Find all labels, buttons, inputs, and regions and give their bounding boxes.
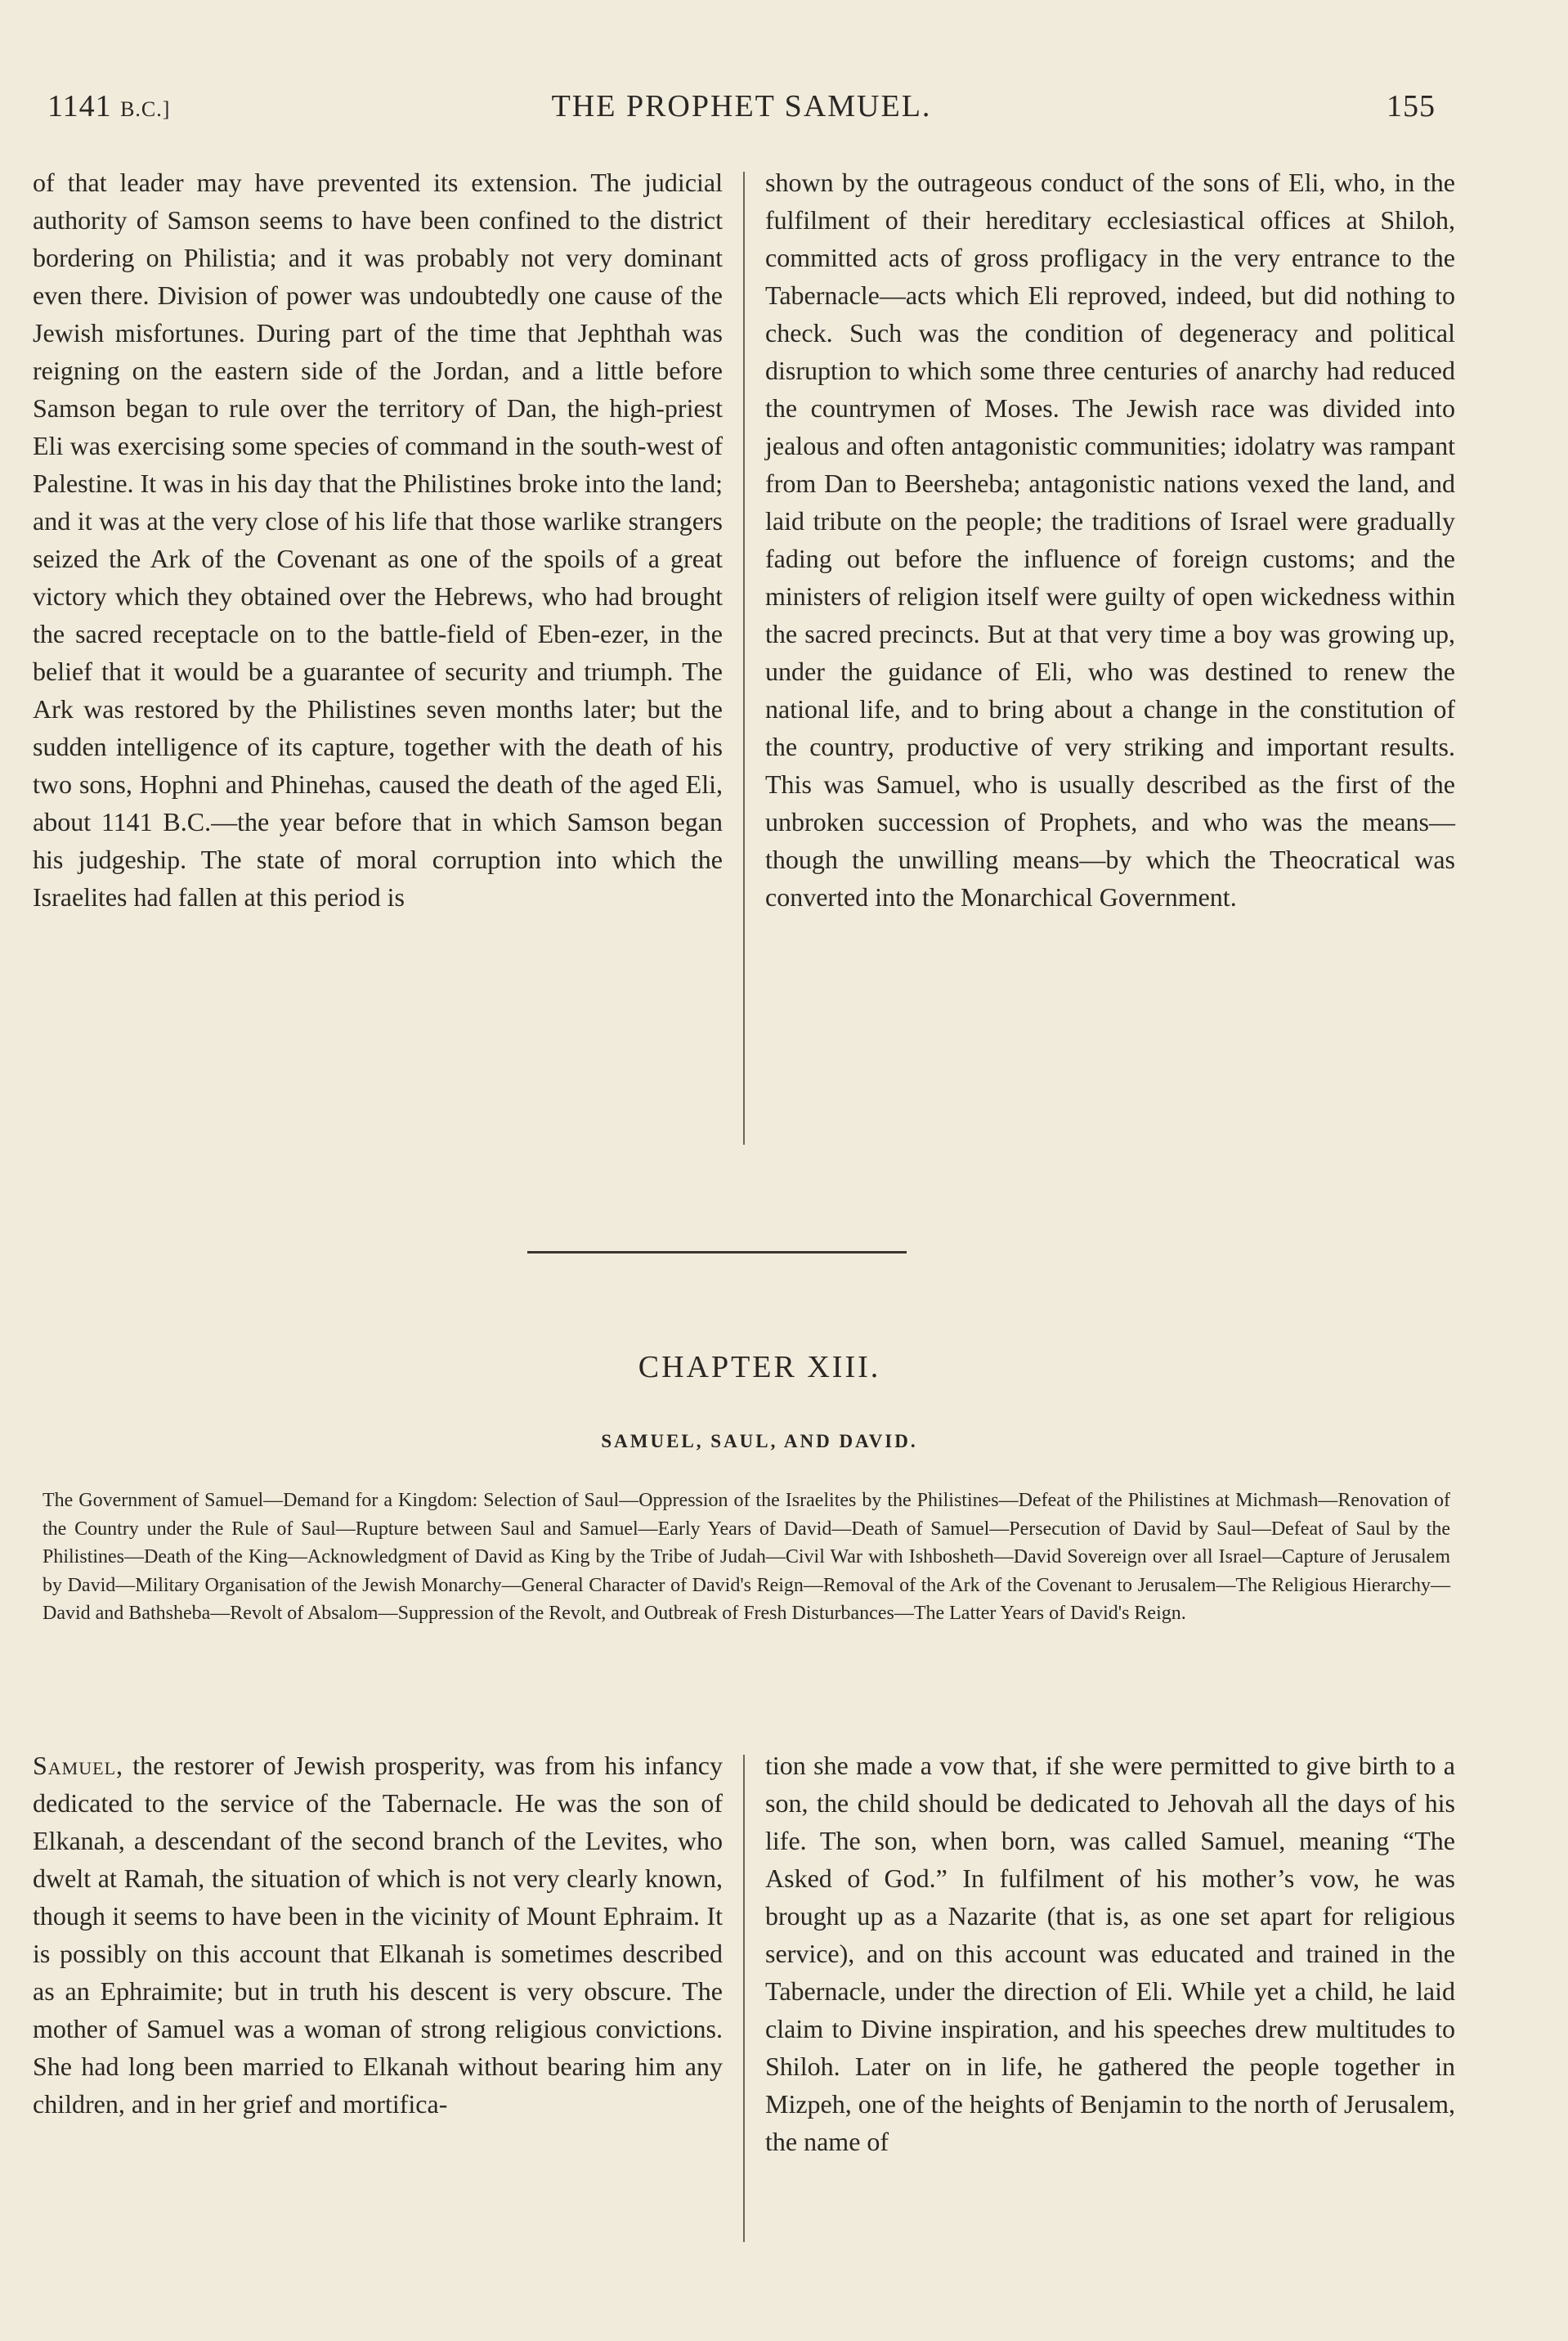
chapter-summary-text: The Government of Samuel—Demand for a Kingdom: Selection of Saul—Oppression of the Israelites by the Philistines—Defeat of the Philistines at Michmash—Renovation of the Country under the Rule of Saul—Rupture between Saul and Samuel—Early Years of David—Death of Samuel—Persecution of David by Saul—Defeat of Saul by the Philistines—Death of the King—Acknowledgment of David as King by the Tribe of Judah—Civil War with Ishbosheth—David Sovereign over all Israel—Capture of Jerusalem by David—Military Organisation of the Jewish Monarchy—General Character of David's Reign—Removal of the Ark of the Covenant to Jerusalem—The Religious Hierarchy—David and Bathsheba—Revolt of Absalom—Suppression of the Revolt, and Outbreak of Fresh Disturbances—The Latter Years of David's Reign. (43, 1490, 1450, 1625)
continued-text-columns (33, 164, 1455, 1145)
section-rule (527, 1251, 907, 1253)
bottom-right-column: tion she made a vow that, if she were permitted to give birth to a son, the child should be dedicated to Jehovah all the days of his life. The son, when born, was called Samuel, meaning “The Asked of God.” In fulfilment of his mother’s vow, he was brought up as a Nazarite (that is, as one set apart for religious service), and on this account was educated and trained in the Tabernacle, under the direction of Eli. While yet a child, he laid claim to Divine inspiration, and his speeches drew multitudes to Shiloh. Later on in life, he gathered the people together in Mizpeh, one of the heights of Benjamin to the north of Jerusalem, the name of (765, 1751, 1455, 2156)
chapter-title: CHAPTER XIII. (638, 1350, 881, 1384)
chapter-subtitle: SAMUEL, SAUL, AND DAVID. (601, 1431, 918, 1451)
header-title: THE PROPHET SAMUEL. (551, 89, 932, 123)
chapter-text-columns (33, 1747, 1455, 2335)
column-divider-bottom (743, 1755, 745, 2242)
header-era: B.C.] (120, 97, 171, 121)
bottom-left-text: the restorer of Jewish prosperity, was from his infancy dedicated to the service of the Tabernacle. He was the son of Elkanah, a descendant of the second branch of the Levites, who dwelt at Ramah, the situation of which is not very clearly known, though it seems to have been in the vicinity of Mount Ephraim. It is possibly on this account that Elkanah is sometimes described as an Ephraimite; but in truth his descent is very obscure. The mother of Samuel was a woman of strong religious convictions. She had long been married to Elkanah without bearing him any children, and in her grief and mortifica- (33, 1751, 723, 2119)
bottom-left-column (33, 1747, 723, 2335)
page-number: 155 (1387, 89, 1436, 123)
column-divider (743, 172, 745, 1145)
running-head (47, 88, 1436, 129)
top-right-column: shown by the outrageous conduct of the sons of Eli, who, in the fulfilment of their hereditary ecclesiastical offices at Shiloh, committed acts of gross profligacy in the very entrance to the Tabernacle—acts which Eli reproved, indeed, but did nothing to check. Such was the condition of degeneracy and political disruption to which some three centuries of anarchy had reduced the countrymen of Moses. The Jewish race was divided into jealous and often antagonistic communities; idolatry was rampant from Dan to Beersheba; antagonistic nations vexed the land, and laid tribute on the people; the traditions of Israel were gradually fading out before the influence of foreign customs; and the ministers of religion itself were guilty of open wickedness within the sacred precincts. But at that very time a boy was growing up, under the guidance of Eli, who was destined to renew the national life, and to bring about a change in the constitution of the country, productive of very striking and important results. This was Samuel, who is usually described as the first of the unbroken succession of Prophets, and who was the means—though the unwilling means—by which the Theocratical was converted into the Monarchical Government. (765, 168, 1455, 912)
top-left-column: of that leader may have prevented its extension. The judicial authority of Samson seems to have been confined to the district bordering on Philistia; and it was probably not very dominant even there. Division of power was undoubtedly one cause of the Jewish misfortunes. During part of the time that Jephthah was reigning on the eastern side of the Jordan, and a little before Samson began to rule over the territory of Dan, the high-priest Eli was exercising some species of command in the south-west of Palestine. It was in his day that the Philistines broke into the land; and it was at the very close of his life that those warlike strangers seized the Ark of the Covenant as one of the spoils of a great victory which they obtained over the Hebrews, who had brought the sacred receptacle on to the battle-field of Eben-ezer, in the belief that it would be a guarantee of security and triumph. The Ark was restored by the Philistines seven months later; but the sudden intelligence of its capture, together with the death of his two sons, Hophni and Phinehas, caused the death of the aged Eli, about 1141 B.C.—the year before that in which Samson began his judgeship. The state of moral corruption into which the Israelites had fallen at this period is (33, 168, 723, 912)
header-year: 1141 (47, 89, 112, 123)
chapter-summary (43, 1487, 1450, 1628)
lead-word: Samuel, (33, 1751, 124, 1780)
